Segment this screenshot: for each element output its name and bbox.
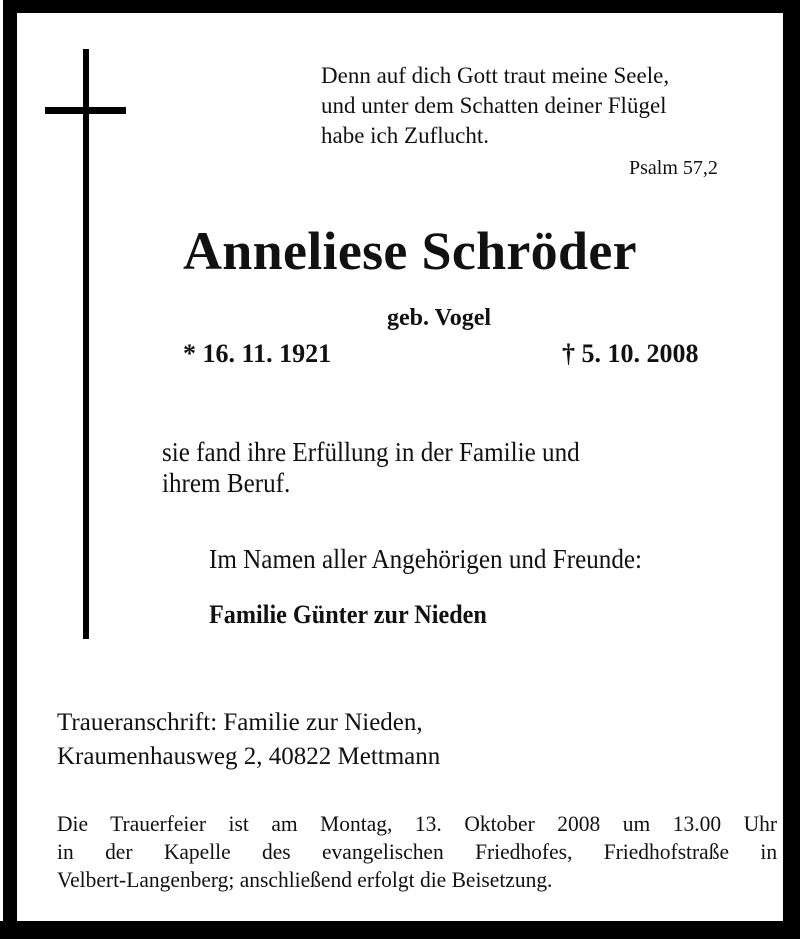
mourning-address: [57, 706, 440, 774]
cross-horizontal-bar: [45, 107, 126, 114]
tribute-text: [162, 437, 580, 499]
maiden-name: geb. Vogel: [387, 305, 492, 331]
verse-line: habe ich Zuflucht.: [321, 123, 489, 148]
service-line: in der Kapelle des evangelischen Friedhofes, Friedhofstraße in: [57, 839, 778, 864]
address-line: Kraumenhausweg 2, 40822 Mettmann: [57, 743, 441, 770]
tribute-line: ihrem Beruf.: [162, 468, 291, 498]
tribute-line: sie fand ihre Erfüllung in der Familie und: [162, 437, 580, 467]
on-behalf-text: Im Namen aller Angehörigen und Freunde:: [209, 544, 643, 574]
frame-border-right: [783, 0, 800, 939]
deceased-name: Anneliese Schröder: [183, 221, 637, 281]
verse-line: Denn auf dich Gott traut meine Seele,: [321, 63, 670, 88]
service-line: Velbert-Langenberg; anschließend erfolgt die Beisetzung.: [57, 867, 553, 892]
address-line: Traueranschrift: Familie zur Nieden,: [57, 709, 423, 736]
verse-line: und unter dem Schatten deiner Flügel: [321, 93, 667, 118]
family-signature: Familie Günter zur Nieden: [209, 600, 487, 629]
funeral-service-info: [57, 810, 778, 894]
frame-border-bottom: [0, 921, 800, 939]
cross-vertical-bar: [83, 49, 89, 639]
service-line: Die Trauerfeier ist am Montag, 13. Oktober 2008 um 13.00 Uhr: [57, 811, 778, 836]
birth-date: * 16. 11. 1921: [183, 339, 332, 368]
verse-reference: Psalm 57,2: [629, 157, 718, 179]
bible-verse: [321, 61, 669, 151]
death-date: † 5. 10. 2008: [562, 339, 699, 368]
